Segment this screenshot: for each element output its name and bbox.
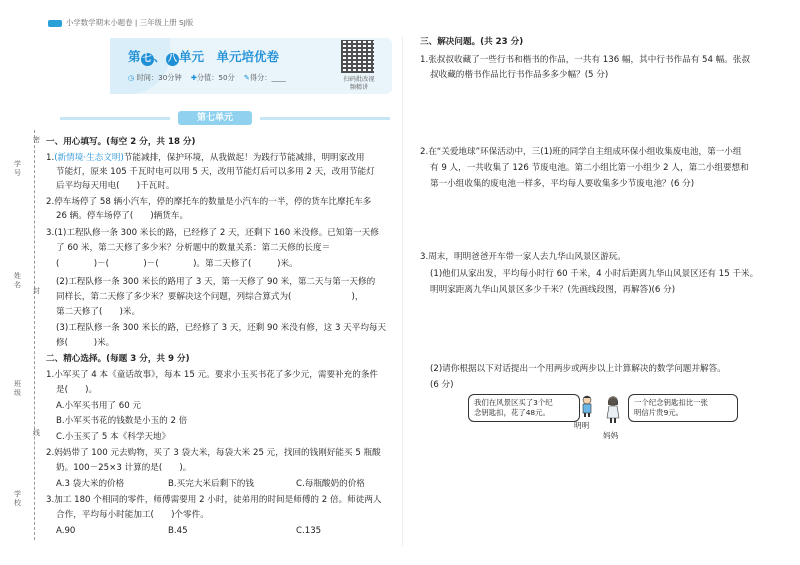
speech-mama-line-1: 一个纪念钥匙扣比一张 — [634, 398, 708, 407]
exam-score-got: 得分：____ — [249, 73, 286, 82]
question-3-line-2: 了 60 米，第二天修了多少米？分析题中的数量关系：第二天修的长度＝ — [56, 243, 331, 253]
section-1-title: 一、用心填写。(每空 2 分，共 18 分) — [46, 137, 196, 147]
choice-3-option-a[interactable]: A.90 — [56, 526, 76, 536]
pencil-icon: ✎ — [243, 73, 250, 82]
unit-tag: 第七单元 — [178, 111, 252, 125]
title-suffix: 单元 单元培优卷 — [179, 49, 280, 64]
problem-3-line-5: (6 分) — [430, 380, 454, 390]
problem-3-line-3: 明明家距离九华山风景区多少千米？(先画线段图，再解答)(6 分) — [430, 285, 676, 295]
mother-icon — [605, 395, 621, 423]
choice-2-option-c[interactable]: C.每瓶酸奶的价格 — [296, 479, 365, 489]
choice-1-option-b[interactable]: B.小军买书花的钱数是小玉的 2 倍 — [56, 416, 188, 426]
section-2-title: 二、精心选择。(每题 3 分，共 9 分) — [46, 354, 190, 364]
column-divider — [402, 36, 403, 546]
gutter-school: 学校 — [14, 490, 21, 507]
qr-caption: 扫码批改视频精讲 — [343, 76, 375, 91]
section-3-title: 三、解决问题。(共 23 分) — [420, 37, 524, 47]
speech-mingming-line-2: 念钥匙扣，花了48元。 — [474, 408, 550, 417]
choice-1-line-1: 1.小军买了 4 本《童话故事》，每本 15 元。要求小玉买书花了多少元，需要补充的条件 — [46, 370, 379, 380]
question-3-line-1: 3.(1)工程队修一条 300 米长的路，已经修了 2 天，还剩下 160 米没修。已知第一天修 — [46, 228, 379, 238]
question-1-line-3: 后平均每天用电( )千瓦时。 — [56, 181, 175, 191]
gutter-seal-2: 封 — [33, 287, 40, 295]
gutter-class: 班级 — [14, 380, 21, 397]
problem-3-line-4: (2)请你根据以下对话提出一个用两步或两步以上计算解决的数学问题并解答。 — [430, 364, 726, 374]
exam-time: 时间：30分钟 — [136, 73, 182, 82]
boy-icon — [580, 395, 594, 417]
problem-2-line-1: 2.在“关爱地球”环保活动中，三(1)班的同学自主组成环保小组收集废电池，第一小组 — [420, 147, 742, 157]
problem-1-line-2: 叔收藏的楷书作品比行书作品多多少幅？(5 分) — [430, 70, 609, 80]
title-prefix: 第 — [128, 49, 141, 64]
gutter-student-id: 学号 — [14, 160, 21, 177]
question-2-line-2: 26 辆。停车场停了( )辆货车。 — [56, 211, 189, 221]
choice-2-line-1: 2.妈妈带了 100 元去购物，买了 3 袋大米，每袋大米 25 元，找回的钱刚好能买 5 瓶酸 — [46, 448, 381, 458]
choice-2-option-b[interactable]: B.买完大米后剩下的钱 — [168, 479, 254, 489]
qr-code[interactable] — [341, 40, 374, 73]
choice-1-option-a[interactable]: A.小军买书用了 60 元 — [56, 401, 142, 411]
problem-3-line-1: 3.周末，明明爸爸开车带一家人去九华山风景区游玩。 — [420, 252, 626, 262]
choice-2-option-a[interactable]: A.3 袋大米的价格 — [56, 479, 125, 489]
title-separator: 、 — [153, 49, 167, 64]
paper-title — [128, 47, 279, 66]
exam-score-total: 分值：50分 — [196, 73, 235, 82]
binding-line — [34, 130, 35, 540]
choice-3-line-1: 3.加工 180 个相同的零件，师傅需要用 2 小时，徒弟用的时间是师傅的 2 倍。师徒两人 — [46, 495, 382, 505]
speech-bubble-mingming — [468, 394, 580, 422]
clock-icon: ◷ — [128, 73, 135, 82]
question-2-line-1: 2.停车场停了 58 辆小汽车，停的摩托车的数量是小汽车的一半，停的货车比摩托车多 — [46, 197, 372, 207]
exam-info — [128, 73, 286, 83]
choice-3-line-2: 合作，平均每小时能加工( )个零件。 — [56, 510, 209, 520]
gutter-seal-1: 密 — [33, 136, 40, 144]
series-title: 小学数学期末小题卷 | 三年级上册 SJ版 — [66, 18, 194, 27]
gutter-seal-3: 线 — [33, 429, 40, 437]
question-3-line-4: (2)工程队修一条 300 米长的路用了 3 天，第一天修了 90 米，第二天与第一天修的 — [56, 277, 376, 287]
title-unit-8: 八 — [168, 54, 178, 64]
score-icon: ✚ — [190, 73, 197, 82]
question-1-line-1: 1.(新情境·生态文明)节能减排，保护环境，从我做起！为践行节能减排，明明家改用 — [46, 153, 365, 163]
label-mingming: 明明 — [574, 421, 590, 430]
question-3-line-5: 同样长，第二天修了多少米？要解决这个问题，列综合算式为( )， — [56, 292, 364, 302]
question-1-tag: (新情境·生态文明) — [54, 153, 124, 163]
series-logo — [48, 20, 62, 27]
problem-2-line-3: 第一小组收集的废电池一样多，平均每人要收集多少节废电池？(6 分) — [430, 179, 695, 189]
gutter-name: 姓名 — [14, 272, 21, 289]
question-3-line-8: 修( )米。 — [56, 338, 115, 348]
question-3-line-3: ( )－( )－( )。第二天修了( )米。 — [56, 259, 298, 269]
problem-1-line-1: 1.张叔叔收藏了一些行书和楷书的作品，一共有 136 幅，其中行书作品有 54 幅。张叔 — [420, 55, 751, 65]
question-3-line-6: 第二天修了( )米。 — [56, 307, 141, 317]
question-1-line-2: 节能灯，原来 105 千瓦时电可以用 5 天，改用节能灯后可以多用 2 天，改用节能灯 — [56, 167, 375, 177]
speech-bubble-mama — [628, 394, 738, 422]
choice-1-option-c[interactable]: C.小玉买了 5 本《科学天地》 — [56, 432, 171, 442]
unit-bar-right — [260, 117, 390, 120]
problem-2-line-2: 有 9 人，一共收集了 126 节废电池。第二小组比第一小组少 2 人，第二小组要想和 — [430, 163, 749, 173]
choice-1-line-2: 是( )。 — [56, 385, 98, 395]
speech-mingming-line-1: 我们在风景区买了3个纪 — [474, 398, 553, 407]
problem-3-line-2: (1)他们从家出发，平均每小时行 60 千米，4 小时后距离九华山风景区还有 15 千米。 — [430, 269, 759, 279]
label-mama: 妈妈 — [603, 431, 619, 440]
choice-2-line-2: 奶。100－25×3 计算的是( )。 — [56, 463, 192, 473]
title-unit-7: 七 — [142, 54, 152, 64]
question-1-text: 节能减排，保护环境，从我做起！为践行节能减排，明明家改用 — [123, 153, 365, 163]
speech-mama-line-2: 明信片贵9元。 — [634, 408, 684, 417]
unit-bar-left — [60, 117, 170, 120]
question-3-line-7: (3)工程队修一条 300 米长的路，已经修了 3 天，还剩 90 米没有修，这 3 天平均每天 — [56, 323, 387, 333]
choice-3-option-c[interactable]: C.135 — [296, 526, 322, 536]
choice-3-option-b[interactable]: B.45 — [168, 526, 188, 536]
